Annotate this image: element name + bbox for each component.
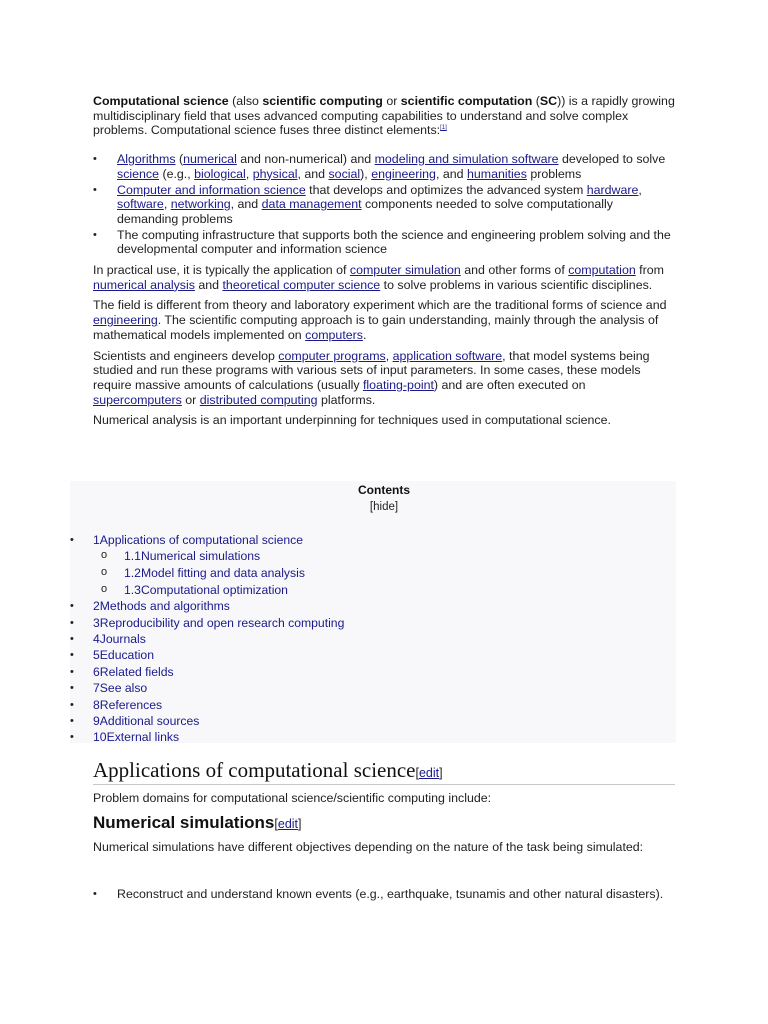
link-numerical-analysis[interactable]: numerical analysis bbox=[93, 277, 195, 292]
edit-subsection-link[interactable]: edit bbox=[277, 817, 299, 831]
link-algorithms[interactable]: Algorithms bbox=[117, 152, 176, 167]
link-numerical[interactable]: numerical bbox=[183, 152, 237, 167]
toc-item-number: 1.1 bbox=[124, 549, 141, 564]
toc-item[interactable] bbox=[70, 565, 344, 582]
numerical-analysis-paragraph: Numerical analysis is an important underpinning for techniques used in computational science. bbox=[93, 413, 611, 428]
toc-item-label: Computational optimization bbox=[140, 582, 288, 597]
link-physical[interactable]: physical bbox=[252, 166, 298, 181]
toc-item-label: See also bbox=[99, 681, 148, 696]
problem-domains-text: Problem domains for computational science/scientific computing include: bbox=[93, 791, 492, 805]
list-item: • Computer and information science that develops and optimizes the advanced system hardware, software, networking, and data management components needed to solve computationally demanding problems bbox=[93, 183, 677, 227]
link-computer-information-science[interactable]: Computer and information science bbox=[117, 182, 306, 197]
link-floating-point[interactable]: floating-point bbox=[362, 377, 434, 392]
list-item: • Reconstruct and understand known events (e.g., earthquake, tsunamis and other natural disasters). bbox=[93, 887, 677, 902]
term-sc: SC bbox=[539, 94, 558, 108]
link-engineering[interactable]: engineering bbox=[371, 166, 436, 181]
toc-item-label: Applications of computational science bbox=[99, 533, 304, 547]
link-data-management[interactable]: data management bbox=[261, 197, 362, 212]
link-theoretical-computer-science[interactable]: theoretical computer science bbox=[222, 277, 381, 292]
scientists-paragraph: Scientists and engineers develop computer programs, application software, that model systems being studied and run these programs with various sets of input parameters. In some cases, these models require massive amounts of calculations (usually floating-point) and are often executed on supercomputers or distributed computing platforms. bbox=[93, 348, 650, 407]
list-item: • Algorithms (numerical and non-numerical) and modeling and simulation software developed to solve science (e.g., biological, physical, and social), engineering, and humanities problems bbox=[93, 152, 677, 181]
toc-item-label: Journals bbox=[99, 631, 146, 646]
toc-item-number: 4 bbox=[93, 631, 100, 646]
link-engineering-2[interactable]: engineering bbox=[93, 313, 158, 328]
edit-section-link[interactable]: edit bbox=[418, 766, 440, 780]
toc-item-label: References bbox=[99, 697, 163, 712]
link-computer-programs[interactable]: computer programs bbox=[278, 348, 386, 363]
toc-item[interactable] bbox=[70, 647, 344, 663]
toc-item-label: Methods and algorithms bbox=[99, 599, 230, 614]
link-software[interactable]: software bbox=[117, 197, 164, 212]
link-science[interactable]: science bbox=[117, 166, 160, 181]
link-computers[interactable]: computers bbox=[305, 327, 363, 342]
toc-item[interactable] bbox=[70, 548, 344, 565]
toc-item-number: 10 bbox=[93, 730, 107, 745]
term-scientific-computation: scientific computation bbox=[400, 94, 533, 108]
link-biological[interactable]: biological bbox=[194, 166, 246, 181]
toc-item-number: 9 bbox=[93, 713, 100, 728]
section-heading-applications: Applications of computational science[edit] bbox=[93, 757, 675, 785]
toc-item-label: Reproducibility and open research computing bbox=[99, 615, 345, 630]
toc-item[interactable] bbox=[70, 615, 344, 631]
toc-item-label: Additional sources bbox=[99, 713, 200, 728]
toc-item[interactable] bbox=[70, 729, 344, 745]
link-distributed-computing[interactable]: distributed computing bbox=[199, 392, 318, 407]
intro-paragraph: Computational science (also scientific computing or scientific computation (SC)) is a rapidly growing multidisciplinary field that uses advanced computing capabilities to understand and solve complex problems. Computational science fuses three distinct elements:[1] bbox=[93, 94, 675, 138]
toc-title: Contents bbox=[358, 483, 410, 497]
link-hardware[interactable]: hardware bbox=[586, 182, 639, 197]
toc-item-number: 8 bbox=[93, 697, 100, 712]
toc-item[interactable] bbox=[70, 664, 344, 680]
list-item: • The computing infrastructure that supports both the science and engineering problem solving and the developmental computer and information science bbox=[93, 228, 677, 257]
link-computer-simulation[interactable]: computer simulation bbox=[349, 263, 461, 278]
table-of-contents bbox=[70, 481, 676, 743]
link-modeling-simulation-software[interactable]: modeling and simulation software bbox=[374, 152, 559, 167]
toc-item[interactable] bbox=[70, 532, 344, 548]
elements-list bbox=[93, 152, 677, 257]
toc-item-number: 7 bbox=[93, 681, 100, 696]
numerical-simulations-text: Numerical simulations have different objectives depending on the nature of the task being simulated: bbox=[93, 840, 644, 854]
toc-hide-toggle[interactable]: [hide] bbox=[369, 501, 399, 513]
link-social[interactable]: social bbox=[328, 166, 361, 181]
edit-subsection-link-wrapper: [edit] bbox=[274, 817, 302, 831]
toc-item-label: Model fitting and data analysis bbox=[140, 565, 305, 580]
toc-item[interactable] bbox=[70, 697, 344, 713]
toc-item-number: 6 bbox=[93, 664, 100, 679]
toc-item-number: 1.3 bbox=[124, 582, 141, 597]
toc-item-label: External links bbox=[106, 730, 180, 745]
link-application-software[interactable]: application software bbox=[392, 348, 503, 363]
reference-link-1[interactable]: [1] bbox=[440, 125, 447, 132]
toc-item-number: 1.2 bbox=[124, 565, 141, 580]
toc-item-number: 3 bbox=[93, 615, 100, 630]
link-humanities[interactable]: humanities bbox=[466, 166, 527, 181]
toc-item-label: Related fields bbox=[99, 664, 174, 679]
toc-item-number: 5 bbox=[93, 648, 100, 663]
toc-item-label: Numerical simulations bbox=[140, 549, 261, 564]
term-computational-science: Computational science bbox=[93, 94, 229, 108]
toc-item-number: 2 bbox=[93, 599, 100, 614]
toc-item[interactable] bbox=[70, 713, 344, 729]
link-networking[interactable]: networking bbox=[170, 197, 231, 212]
toc-item[interactable] bbox=[70, 582, 344, 599]
toc-item[interactable] bbox=[70, 680, 344, 696]
article-body bbox=[93, 94, 677, 434]
edit-section-link-wrapper: [edit] bbox=[415, 766, 443, 780]
subsection-heading-numerical-simulations: Numerical simulations[edit] bbox=[93, 813, 302, 832]
toc-item-label: Education bbox=[99, 648, 154, 663]
field-difference-paragraph: The field is different from theory and laboratory experiment which are the traditional forms of science and engineering. The scientific computing approach is to gain understanding, mainly through the analysis of mathematical models implemented on computers. bbox=[93, 298, 667, 342]
link-computation[interactable]: computation bbox=[568, 263, 636, 278]
link-supercomputers[interactable]: supercomputers bbox=[93, 392, 182, 407]
toc-item[interactable] bbox=[70, 631, 344, 647]
simulation-objectives-list bbox=[93, 887, 677, 903]
toc-list bbox=[70, 532, 344, 746]
toc-item[interactable] bbox=[70, 598, 344, 614]
practical-use-paragraph: In practical use, it is typically the application of computer simulation and other forms of computation from numerical analysis and theoretical computer science to solve problems in various scientific disciplines. bbox=[93, 263, 664, 292]
term-scientific-computing: scientific computing bbox=[262, 94, 383, 108]
toc-item-number: 1 bbox=[93, 533, 100, 547]
